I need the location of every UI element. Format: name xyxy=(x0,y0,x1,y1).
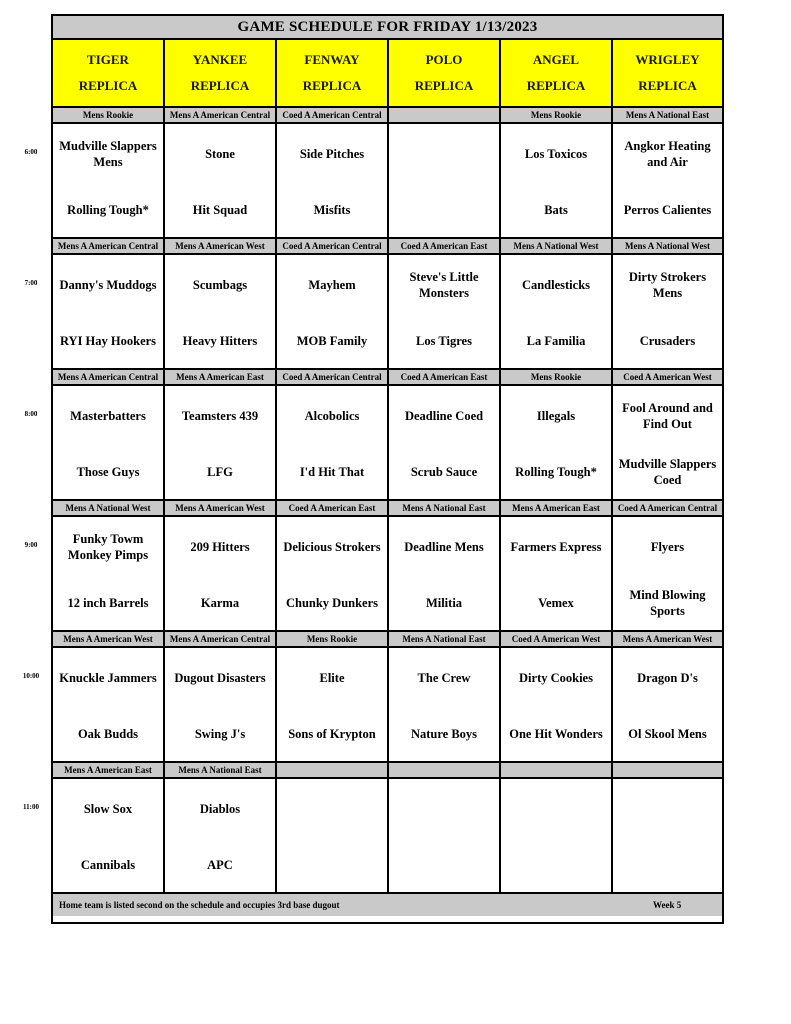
division-label: Mens Rookie xyxy=(501,108,613,124)
division-label: Mens A American West xyxy=(53,632,165,648)
field-name: TIGER xyxy=(87,52,129,67)
field-name: WRIGLEY xyxy=(635,52,700,67)
division-label: Mens A American East xyxy=(165,370,277,386)
field-subtitle: REPLICA xyxy=(414,78,474,93)
footer-week: Week 5 xyxy=(653,900,682,910)
home-team: Mudville Slappers Coed xyxy=(618,457,717,487)
away-team: Los Toxicos xyxy=(524,147,588,161)
home-team: Karma xyxy=(200,596,240,610)
game-cell xyxy=(501,124,613,239)
home-team xyxy=(613,841,722,889)
game-cell xyxy=(53,255,165,370)
away-team: Knuckle Jammers xyxy=(59,671,157,685)
game-cell xyxy=(389,386,501,501)
field-header-yankee xyxy=(165,40,277,108)
division-label: Mens A National West xyxy=(53,501,165,517)
division-label: Mens A National East xyxy=(165,763,277,779)
field-name: FENWAY xyxy=(304,52,360,67)
game-cell xyxy=(389,517,501,632)
division-label: Mens A National East xyxy=(613,108,722,124)
home-team: 12 inch Barrels xyxy=(67,596,149,610)
home-team: Los Tigres xyxy=(416,334,472,348)
division-label xyxy=(501,763,613,779)
away-team: Angkor Heating and Air xyxy=(624,139,711,169)
time-label: 9:00 xyxy=(24,541,38,549)
time-label: 6:00 xyxy=(24,148,38,156)
home-team: Bats xyxy=(544,203,568,217)
away-team xyxy=(277,779,387,839)
home-team: Cannibals xyxy=(80,858,136,872)
game-cell xyxy=(501,648,613,763)
home-team: I'd Hit That xyxy=(299,465,365,479)
division-label: Mens A American West xyxy=(613,632,722,648)
away-team xyxy=(389,124,499,184)
home-team: Hit Squad xyxy=(192,203,248,217)
division-label: Mens Rookie xyxy=(501,370,613,386)
home-team xyxy=(389,186,499,234)
division-label: Mens A National West xyxy=(613,239,722,255)
home-team: Perros Calientes xyxy=(623,203,712,217)
time-label: 7:00 xyxy=(24,279,38,287)
home-team: Crusaders xyxy=(639,334,696,348)
schedule-sheet xyxy=(51,14,724,924)
game-cell xyxy=(613,255,722,370)
home-team: Those Guys xyxy=(76,465,140,479)
home-team: Heavy Hitters xyxy=(182,334,258,348)
division-label: Mens A American Central xyxy=(165,108,277,124)
home-team xyxy=(277,841,387,889)
division-label: Coed A American Central xyxy=(277,370,389,386)
away-team: Teamsters 439 xyxy=(181,409,259,423)
division-label: Mens A American Central xyxy=(53,370,165,386)
away-team: Scumbags xyxy=(192,278,248,292)
time-label: 11:00 xyxy=(23,803,39,811)
field-subtitle: REPLICA xyxy=(190,78,250,93)
away-team: Deadline Mens xyxy=(404,540,484,554)
time-label: 10:00 xyxy=(22,672,40,680)
home-team: Rolling Tough* xyxy=(67,203,149,217)
away-team xyxy=(389,779,499,839)
division-label xyxy=(277,763,389,779)
game-cell xyxy=(613,648,722,763)
home-team: Sons of Krypton xyxy=(288,727,376,741)
division-label xyxy=(389,108,501,124)
division-label: Coed A American East xyxy=(389,239,501,255)
away-team: Slow Sox xyxy=(83,802,133,816)
away-team: Mayhem xyxy=(308,278,356,292)
away-team: Dragon D's xyxy=(637,671,698,685)
game-cell xyxy=(277,255,389,370)
game-cell xyxy=(613,124,722,239)
field-name: YANKEE xyxy=(192,52,248,67)
division-label: Mens A American West xyxy=(165,501,277,517)
game-cell xyxy=(277,779,389,894)
division-label: Mens A American Central xyxy=(53,239,165,255)
game-cell xyxy=(53,648,165,763)
home-team: Mind Blowing Sports xyxy=(629,588,706,618)
division-label xyxy=(613,763,722,779)
division-label: Mens A American East xyxy=(53,763,165,779)
home-team: RYI Hay Hookers xyxy=(59,334,157,348)
away-team: Steve's Little Monsters xyxy=(409,270,479,300)
game-cell xyxy=(389,779,501,894)
game-cell xyxy=(277,124,389,239)
division-label: Coed A American East xyxy=(277,501,389,517)
division-label xyxy=(389,763,501,779)
division-label: Mens A National East xyxy=(389,501,501,517)
division-label: Mens A American Central xyxy=(165,632,277,648)
away-team: Farmers Express xyxy=(510,540,602,554)
time-label: 8:00 xyxy=(24,410,38,418)
game-cell xyxy=(389,255,501,370)
game-cell xyxy=(613,517,722,632)
division-label: Mens A National East xyxy=(389,632,501,648)
game-cell xyxy=(53,779,165,894)
home-team: One Hit Wonders xyxy=(509,727,603,741)
away-team: Stone xyxy=(205,147,235,161)
away-team: Diablos xyxy=(199,802,241,816)
home-team: La Familia xyxy=(526,334,586,348)
away-team: Illegals xyxy=(536,409,576,423)
away-team xyxy=(501,779,611,839)
division-label: Coed A American Central xyxy=(277,108,389,124)
game-cell xyxy=(53,517,165,632)
away-team: Masterbatters xyxy=(70,409,146,423)
division-label: Mens Rookie xyxy=(53,108,165,124)
game-cell xyxy=(277,648,389,763)
game-cell xyxy=(165,124,277,239)
game-cell xyxy=(165,779,277,894)
home-team: Oak Budds xyxy=(77,727,139,741)
home-team: LFG xyxy=(207,465,233,479)
division-label: Mens A National West xyxy=(501,239,613,255)
division-label: Mens A American West xyxy=(165,239,277,255)
away-team xyxy=(613,779,722,839)
game-cell xyxy=(613,779,722,894)
away-team: 209 Hitters xyxy=(190,540,250,554)
game-cell xyxy=(165,255,277,370)
field-header-tiger xyxy=(53,40,165,108)
game-cell xyxy=(613,386,722,501)
field-header-wrigley xyxy=(613,40,722,108)
away-team: Side Pitches xyxy=(299,147,365,161)
game-cell xyxy=(53,124,165,239)
game-cell xyxy=(389,648,501,763)
game-cell xyxy=(165,648,277,763)
division-label: Coed A American West xyxy=(501,632,613,648)
home-team: Nature Boys xyxy=(410,727,478,741)
home-team: Ol Skool Mens xyxy=(628,727,707,741)
game-cell xyxy=(501,517,613,632)
home-team: Chunky Dunkers xyxy=(285,596,379,610)
division-label: Mens Rookie xyxy=(277,632,389,648)
game-cell xyxy=(501,386,613,501)
division-label: Coed A American East xyxy=(389,370,501,386)
away-team: The Crew xyxy=(417,671,471,685)
away-team: Flyers xyxy=(650,540,685,554)
game-cell xyxy=(277,386,389,501)
game-cell xyxy=(389,124,501,239)
field-subtitle: REPLICA xyxy=(638,78,697,93)
home-team: APC xyxy=(207,858,233,872)
division-label: Coed A American Central xyxy=(613,501,722,517)
field-subtitle: REPLICA xyxy=(302,78,362,93)
away-team: Elite xyxy=(319,671,345,685)
home-team: Vemex xyxy=(538,596,574,610)
field-subtitle: REPLICA xyxy=(78,78,138,93)
home-team: MOB Family xyxy=(296,334,368,348)
away-team: Fool Around and Find Out xyxy=(622,401,713,431)
game-cell xyxy=(501,255,613,370)
away-team: Mudville Slappers Mens xyxy=(59,139,157,169)
field-name: ANGEL xyxy=(532,52,580,67)
game-cell xyxy=(165,517,277,632)
away-team: Funky Towm Monkey Pimps xyxy=(67,532,149,562)
field-header-fenway xyxy=(277,40,389,108)
footer-note: Home team is listed second on the schedule and occupies 3rd base dugout xyxy=(59,900,340,910)
schedule-footer xyxy=(53,894,722,916)
away-team: Dirty Strokers Mens xyxy=(628,270,707,300)
division-label: Coed A American West xyxy=(613,370,722,386)
away-team: Candlesticks xyxy=(521,278,591,292)
division-label: Coed A American Central xyxy=(277,239,389,255)
schedule-title: GAME SCHEDULE FOR FRIDAY 1/13/2023 xyxy=(53,16,722,40)
away-team: Dirty Cookies xyxy=(519,671,593,685)
home-team: Militia xyxy=(425,596,463,610)
division-label: Mens A American East xyxy=(501,501,613,517)
home-team: Swing J's xyxy=(194,727,246,741)
away-team: Dugout Disasters xyxy=(174,671,266,685)
game-cell xyxy=(277,517,389,632)
field-header-angel xyxy=(501,40,613,108)
game-cell xyxy=(165,386,277,501)
home-team: Rolling Tough* xyxy=(515,465,597,479)
game-cell xyxy=(53,386,165,501)
field-name: POLO xyxy=(425,52,463,67)
away-team: Delicious Strokers xyxy=(283,540,381,554)
away-team: Danny's Muddogs xyxy=(59,278,157,292)
home-team: Scrub Sauce xyxy=(410,465,478,479)
home-team: Misfits xyxy=(313,203,351,217)
home-team xyxy=(389,841,499,889)
field-header-polo xyxy=(389,40,501,108)
game-cell xyxy=(501,779,613,894)
field-subtitle: REPLICA xyxy=(526,78,586,93)
home-team xyxy=(501,841,611,889)
away-team: Deadline Coed xyxy=(404,409,484,423)
away-team: Alcobolics xyxy=(304,409,360,423)
